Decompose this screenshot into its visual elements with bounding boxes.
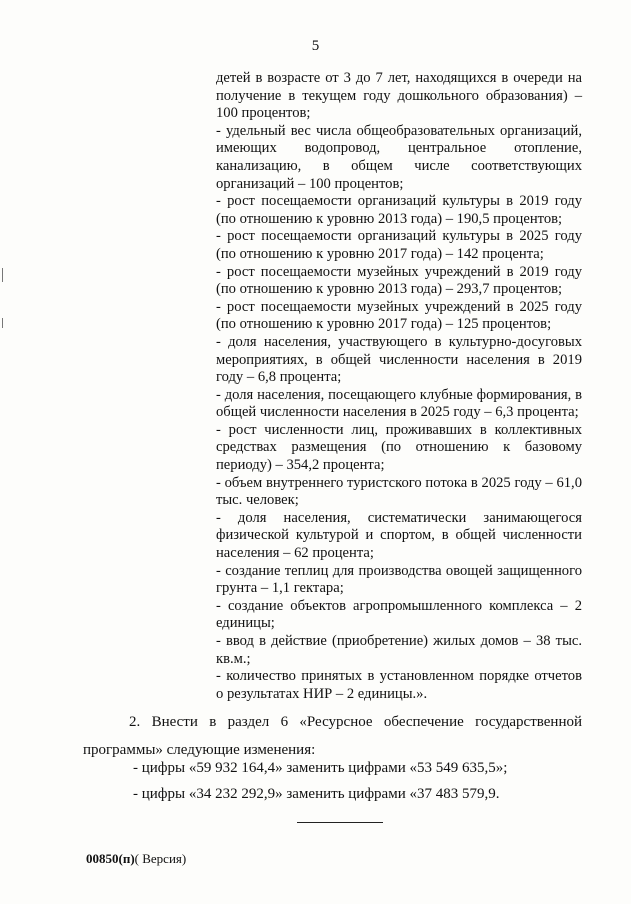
list-item: - рост посещаемости организаций культуры в 2019 году (по отношению к уровню 2013 года) – 190,5 процентов; bbox=[216, 193, 582, 227]
indicator-list bbox=[216, 70, 582, 703]
list-item: - создание теплиц для производства овощей защищенного грунта – 1,1 гектара; bbox=[216, 562, 582, 597]
separator-line bbox=[297, 822, 383, 823]
footer-version: ( Версия) bbox=[134, 851, 187, 866]
list-item: - удельный вес числа общеобразовательных организаций, имеющих водопровод, центральное отопление, канализацию, в общем числе соответствующих организаций – 100 процентов; bbox=[216, 122, 582, 192]
list-item: детей в возрасте от 3 до 7 лет, находящихся в очереди на получение в текущем году дошкольного образования) – 100 процентов; bbox=[216, 70, 582, 122]
change-line-1: - цифры «59 932 164,4» заменить цифрами «53 549 635,5»; bbox=[133, 760, 508, 776]
item-2-line1: 2. Внести в раздел 6 «Ресурсное обеспечение государственной bbox=[129, 714, 582, 730]
scan-mark bbox=[2, 268, 3, 282]
scan-mark bbox=[2, 318, 3, 328]
list-item: - рост посещаемости организаций культуры в 2025 году (по отношению к уровню 2017 года) – 142 процента; bbox=[216, 228, 582, 262]
list-item: - рост посещаемости музейных учреждений в 2025 году (по отношению к уровню 2017 года) – 125 процентов; bbox=[216, 298, 582, 333]
item-2-line2: программы» следующие изменения: bbox=[83, 742, 316, 758]
list-item: - рост численности лиц, проживавших в коллективных средствах размещения (по отношению к базовому периоду) – 354,2 процента; bbox=[216, 421, 582, 474]
item-2-paragraph bbox=[83, 708, 582, 764]
footer-code: 00850(п) bbox=[86, 851, 135, 866]
list-item: - доля населения, участвующего в культурно-досуговых мероприятиях, в общей численности населения в 2019 году – 6,8 процента; bbox=[216, 333, 582, 386]
list-item: - доля населения, посещающего клубные формирования, в общей численности населения в 2025 году – 6,3 процента; bbox=[216, 386, 582, 421]
list-item: - рост посещаемости музейных учреждений в 2019 году (по отношению к уровню 2013 года) – 293,7 процентов; bbox=[216, 263, 582, 298]
list-item: - ввод в действие (приобретение) жилых домов – 38 тыс. кв.м.; bbox=[216, 633, 582, 667]
page-number: 5 bbox=[311, 38, 320, 54]
list-item: - количество принятых в установленном порядке отчетов о результатах НИР – 2 единицы.». bbox=[216, 668, 582, 702]
change-line-2: - цифры «34 232 292,9» заменить цифрами «37 483 579,9. bbox=[133, 786, 500, 802]
list-item: - объем внутреннего туристского потока в 2025 году – 61,0 тыс. человек; bbox=[216, 474, 582, 509]
list-item: - создание объектов агропромышленного комплекса – 2 единицы; bbox=[216, 597, 582, 632]
footer bbox=[86, 851, 186, 867]
list-item: - доля населения, систематически занимающегося физической культурой и спортом, в общей численности населения – 62 процента; bbox=[216, 509, 582, 562]
